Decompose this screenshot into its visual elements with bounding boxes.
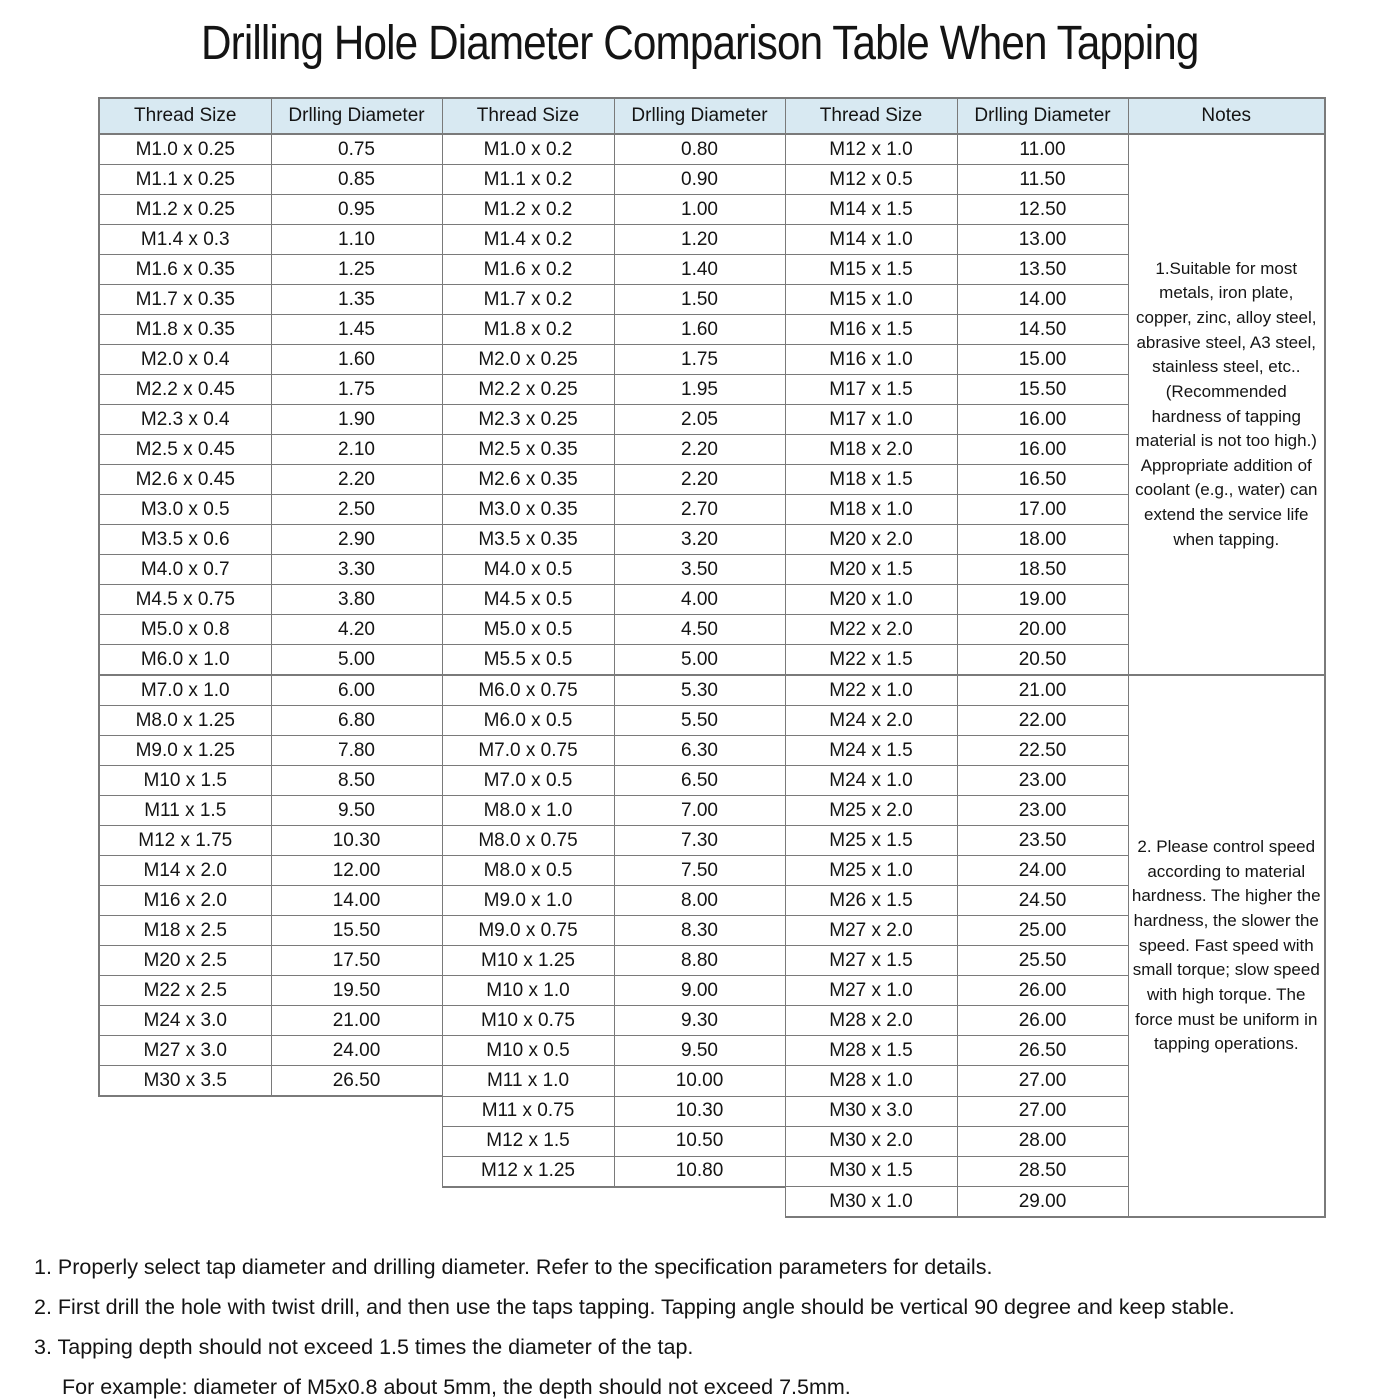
thread-size-cell: M20 x 2.0 (785, 525, 957, 555)
drill-diameter-cell: 26.00 (957, 976, 1128, 1006)
drill-diameter-cell: 0.95 (271, 195, 442, 225)
thread-size-cell: M2.0 x 0.4 (99, 345, 271, 375)
table-header-row (99, 98, 1325, 134)
drill-diameter-cell: 5.00 (271, 645, 442, 676)
drill-diameter-cell: 14.50 (957, 315, 1128, 345)
drill-diameter-cell: 16.50 (957, 465, 1128, 495)
drill-diameter-cell: 4.20 (271, 615, 442, 645)
drill-diameter-cell: 1.40 (614, 255, 785, 285)
thread-size-cell: M18 x 2.0 (785, 435, 957, 465)
drill-diameter-cell: 25.00 (957, 916, 1128, 946)
drill-diameter-cell: 10.50 (614, 1126, 785, 1156)
drill-diameter-cell: 1.90 (271, 405, 442, 435)
drill-diameter-cell: 13.00 (957, 225, 1128, 255)
drill-diameter-cell: 2.20 (271, 465, 442, 495)
drill-diameter-cell: 14.00 (957, 285, 1128, 315)
thread-size-cell: M1.2 x 0.2 (442, 195, 614, 225)
drill-diameter-cell: 26.00 (957, 1006, 1128, 1036)
drill-diameter-cell: 16.00 (957, 435, 1128, 465)
thread-size-cell: M1.8 x 0.35 (99, 315, 271, 345)
drill-diameter-cell: 6.80 (271, 706, 442, 736)
drill-diameter-cell: 20.00 (957, 615, 1128, 645)
drill-diameter-cell: 2.05 (614, 405, 785, 435)
drill-diameter-cell: 27.00 (957, 1066, 1128, 1097)
thread-size-cell: M8.0 x 1.0 (442, 796, 614, 826)
thread-size-cell: M2.5 x 0.35 (442, 435, 614, 465)
drill-diameter-cell: 8.00 (614, 886, 785, 916)
drill-diameter-cell: 8.50 (271, 766, 442, 796)
blank-cell (99, 1096, 442, 1126)
tapping-drill-table (98, 97, 1326, 1218)
drill-diameter-cell: 17.00 (957, 495, 1128, 525)
thread-size-cell: M2.5 x 0.45 (99, 435, 271, 465)
drill-diameter-cell: 6.30 (614, 736, 785, 766)
drill-diameter-cell: 22.50 (957, 736, 1128, 766)
drill-diameter-cell: 10.30 (271, 826, 442, 856)
thread-size-cell: M25 x 2.0 (785, 796, 957, 826)
thread-size-cell: M9.0 x 1.0 (442, 886, 614, 916)
drill-diameter-cell: 2.20 (614, 435, 785, 465)
thread-size-cell: M1.8 x 0.2 (442, 315, 614, 345)
thread-size-cell: M10 x 1.5 (99, 766, 271, 796)
thread-size-cell: M25 x 1.5 (785, 826, 957, 856)
thread-size-cell: M7.0 x 0.5 (442, 766, 614, 796)
header-drilling-diameter-3: Drlling Diameter (957, 98, 1128, 134)
thread-size-cell: M12 x 1.0 (785, 134, 957, 165)
thread-size-cell: M12 x 1.75 (99, 826, 271, 856)
thread-size-cell: M8.0 x 1.25 (99, 706, 271, 736)
thread-size-cell: M14 x 1.0 (785, 225, 957, 255)
thread-size-cell: M10 x 1.0 (442, 976, 614, 1006)
thread-size-cell: M17 x 1.0 (785, 405, 957, 435)
thread-size-cell: M30 x 1.5 (785, 1156, 957, 1187)
thread-size-cell: M1.0 x 0.2 (442, 134, 614, 165)
thread-size-cell: M2.2 x 0.45 (99, 375, 271, 405)
drill-diameter-cell: 1.20 (614, 225, 785, 255)
thread-size-cell: M1.1 x 0.25 (99, 165, 271, 195)
drill-diameter-cell: 7.50 (614, 856, 785, 886)
drill-diameter-cell: 12.00 (271, 856, 442, 886)
drill-diameter-cell: 2.90 (271, 525, 442, 555)
drill-diameter-cell: 15.50 (271, 916, 442, 946)
footnote-3-example: For example: diameter of M5x0.8 about 5mm, the depth should not exceed 7.5mm. (62, 1374, 851, 1399)
thread-size-cell: M5.0 x 0.5 (442, 615, 614, 645)
drill-diameter-cell: 6.50 (614, 766, 785, 796)
thread-size-cell: M7.0 x 0.75 (442, 736, 614, 766)
thread-size-cell: M18 x 1.5 (785, 465, 957, 495)
drill-diameter-cell: 26.50 (957, 1036, 1128, 1066)
thread-size-cell: M10 x 0.75 (442, 1006, 614, 1036)
drill-diameter-cell: 6.00 (271, 675, 442, 706)
thread-size-cell: M15 x 1.0 (785, 285, 957, 315)
thread-size-cell: M8.0 x 0.75 (442, 826, 614, 856)
thread-size-cell: M4.0 x 0.7 (99, 555, 271, 585)
thread-size-cell: M2.2 x 0.25 (442, 375, 614, 405)
thread-size-cell: M9.0 x 1.25 (99, 736, 271, 766)
thread-size-cell: M6.0 x 1.0 (99, 645, 271, 676)
drill-diameter-cell: 20.50 (957, 645, 1128, 676)
thread-size-cell: M30 x 3.5 (99, 1066, 271, 1097)
footnote-1: 1. Properly select tap diameter and drilling diameter. Refer to the specification parameters for details. (34, 1255, 993, 1279)
thread-size-cell: M1.2 x 0.25 (99, 195, 271, 225)
thread-size-cell: M30 x 2.0 (785, 1126, 957, 1156)
drill-diameter-cell: 1.60 (614, 315, 785, 345)
drill-diameter-cell: 1.50 (614, 285, 785, 315)
thread-size-cell: M1.1 x 0.2 (442, 165, 614, 195)
drill-diameter-cell: 18.00 (957, 525, 1128, 555)
drill-diameter-cell: 9.50 (614, 1036, 785, 1066)
thread-size-cell: M2.6 x 0.35 (442, 465, 614, 495)
drill-diameter-cell: 5.50 (614, 706, 785, 736)
thread-size-cell: M3.0 x 0.35 (442, 495, 614, 525)
drill-diameter-cell: 0.75 (271, 134, 442, 165)
thread-size-cell: M11 x 1.0 (442, 1066, 614, 1097)
thread-size-cell: M16 x 1.5 (785, 315, 957, 345)
thread-size-cell: M18 x 1.0 (785, 495, 957, 525)
thread-size-cell: M28 x 1.5 (785, 1036, 957, 1066)
thread-size-cell: M1.7 x 0.2 (442, 285, 614, 315)
drill-diameter-cell: 15.50 (957, 375, 1128, 405)
thread-size-cell: M24 x 2.0 (785, 706, 957, 736)
drill-diameter-cell: 10.80 (614, 1156, 785, 1187)
thread-size-cell: M3.5 x 0.35 (442, 525, 614, 555)
table-row (99, 134, 1325, 165)
thread-size-cell: M4.0 x 0.5 (442, 555, 614, 585)
drill-diameter-cell: 0.85 (271, 165, 442, 195)
thread-size-cell: M11 x 0.75 (442, 1096, 614, 1126)
drill-diameter-cell: 1.75 (271, 375, 442, 405)
header-drilling-diameter-2: Drlling Diameter (614, 98, 785, 134)
thread-size-cell: M6.0 x 0.5 (442, 706, 614, 736)
thread-size-cell: M4.5 x 0.5 (442, 585, 614, 615)
thread-size-cell: M24 x 1.0 (785, 766, 957, 796)
drill-diameter-cell: 0.90 (614, 165, 785, 195)
thread-size-cell: M20 x 2.5 (99, 946, 271, 976)
drill-diameter-cell: 9.50 (271, 796, 442, 826)
drill-diameter-cell: 14.00 (271, 886, 442, 916)
thread-size-cell: M27 x 1.5 (785, 946, 957, 976)
drill-diameter-cell: 28.50 (957, 1156, 1128, 1187)
thread-size-cell: M22 x 2.5 (99, 976, 271, 1006)
drill-diameter-cell: 10.00 (614, 1066, 785, 1097)
page-title (0, 16, 1400, 71)
thread-size-cell: M28 x 1.0 (785, 1066, 957, 1097)
thread-size-cell: M20 x 1.5 (785, 555, 957, 585)
drill-diameter-cell: 8.80 (614, 946, 785, 976)
thread-size-cell: M16 x 2.0 (99, 886, 271, 916)
thread-size-cell: M2.0 x 0.25 (442, 345, 614, 375)
drill-diameter-cell: 21.00 (957, 675, 1128, 706)
thread-size-cell: M20 x 1.0 (785, 585, 957, 615)
thread-size-cell: M7.0 x 1.0 (99, 675, 271, 706)
drill-diameter-cell: 22.00 (957, 706, 1128, 736)
thread-size-cell: M16 x 1.0 (785, 345, 957, 375)
drill-diameter-cell: 3.50 (614, 555, 785, 585)
drill-diameter-cell: 1.35 (271, 285, 442, 315)
blank-cell (99, 1187, 785, 1218)
footnotes (34, 1254, 1400, 1400)
notes-cell-2: 2. Please control speed according to material hardness. The higher the hardness, the slower the speed. Fast speed with small torque; slow speed with high torque. The force must be uniform in tapping operations. (1128, 675, 1325, 1217)
footnote-3: 3. Tapping depth should not exceed 1.5 times the diameter of the tap. (34, 1334, 694, 1359)
thread-size-cell: M14 x 2.0 (99, 856, 271, 886)
drill-diameter-cell: 5.30 (614, 675, 785, 706)
drill-diameter-cell: 2.20 (614, 465, 785, 495)
thread-size-cell: M10 x 1.25 (442, 946, 614, 976)
drill-diameter-cell: 4.50 (614, 615, 785, 645)
drill-diameter-cell: 3.20 (614, 525, 785, 555)
drill-diameter-cell: 7.00 (614, 796, 785, 826)
thread-size-cell: M1.6 x 0.2 (442, 255, 614, 285)
drill-diameter-cell: 7.80 (271, 736, 442, 766)
thread-size-cell: M1.7 x 0.35 (99, 285, 271, 315)
thread-size-cell: M22 x 2.0 (785, 615, 957, 645)
thread-size-cell: M27 x 2.0 (785, 916, 957, 946)
thread-size-cell: M4.5 x 0.75 (99, 585, 271, 615)
thread-size-cell: M30 x 3.0 (785, 1096, 957, 1126)
drill-diameter-cell: 3.80 (271, 585, 442, 615)
drill-diameter-cell: 19.00 (957, 585, 1128, 615)
thread-size-cell: M14 x 1.5 (785, 195, 957, 225)
drill-diameter-cell: 1.00 (614, 195, 785, 225)
drill-diameter-cell: 15.00 (957, 345, 1128, 375)
drill-diameter-cell: 5.00 (614, 645, 785, 676)
thread-size-cell: M12 x 0.5 (785, 165, 957, 195)
drill-diameter-cell: 13.50 (957, 255, 1128, 285)
drill-diameter-cell: 11.50 (957, 165, 1128, 195)
thread-size-cell: M2.3 x 0.25 (442, 405, 614, 435)
thread-size-cell: M15 x 1.5 (785, 255, 957, 285)
drill-diameter-cell: 1.95 (614, 375, 785, 405)
header-thread-size-1: Thread Size (99, 98, 271, 134)
drill-diameter-cell: 9.00 (614, 976, 785, 1006)
thread-size-cell: M12 x 1.5 (442, 1126, 614, 1156)
drill-diameter-cell: 10.30 (614, 1096, 785, 1126)
thread-size-cell: M9.0 x 0.75 (442, 916, 614, 946)
drill-diameter-cell: 24.50 (957, 886, 1128, 916)
thread-size-cell: M2.3 x 0.4 (99, 405, 271, 435)
drill-diameter-cell: 23.50 (957, 826, 1128, 856)
drill-diameter-cell: 1.75 (614, 345, 785, 375)
drill-diameter-cell: 21.00 (271, 1006, 442, 1036)
thread-size-cell: M24 x 3.0 (99, 1006, 271, 1036)
page-title-text: Drilling Hole Diameter Comparison Table When Tapping (201, 17, 1199, 70)
thread-size-cell: M28 x 2.0 (785, 1006, 957, 1036)
table-row (99, 675, 1325, 706)
thread-size-cell: M12 x 1.25 (442, 1156, 614, 1187)
thread-size-cell: M11 x 1.5 (99, 796, 271, 826)
header-notes: Notes (1128, 98, 1325, 134)
thread-size-cell: M1.4 x 0.2 (442, 225, 614, 255)
footnote-2: 2. First drill the hole with twist drill, and then use the taps tapping. Tapping angle should be vertical 90 degree and keep stable. (34, 1294, 1235, 1319)
drill-diameter-cell: 26.50 (271, 1066, 442, 1097)
thread-size-cell: M25 x 1.0 (785, 856, 957, 886)
thread-size-cell: M27 x 3.0 (99, 1036, 271, 1066)
drill-diameter-cell: 24.00 (957, 856, 1128, 886)
drill-diameter-cell: 16.00 (957, 405, 1128, 435)
thread-size-cell: M6.0 x 0.75 (442, 675, 614, 706)
blank-cell (99, 1156, 442, 1187)
header-drilling-diameter-1: Drlling Diameter (271, 98, 442, 134)
drill-diameter-cell: 2.70 (614, 495, 785, 525)
thread-size-cell: M24 x 1.5 (785, 736, 957, 766)
drill-diameter-cell: 23.00 (957, 766, 1128, 796)
header-thread-size-2: Thread Size (442, 98, 614, 134)
drill-diameter-cell: 2.10 (271, 435, 442, 465)
drill-diameter-cell: 23.00 (957, 796, 1128, 826)
header-thread-size-3: Thread Size (785, 98, 957, 134)
drill-diameter-cell: 28.00 (957, 1126, 1128, 1156)
thread-size-cell: M22 x 1.0 (785, 675, 957, 706)
thread-size-cell: M27 x 1.0 (785, 976, 957, 1006)
drill-diameter-cell: 29.00 (957, 1187, 1128, 1218)
drill-diameter-cell: 1.45 (271, 315, 442, 345)
thread-size-cell: M1.4 x 0.3 (99, 225, 271, 255)
thread-size-cell: M5.5 x 0.5 (442, 645, 614, 676)
drill-diameter-cell: 2.50 (271, 495, 442, 525)
drill-diameter-cell: 27.00 (957, 1096, 1128, 1126)
notes-cell-1: 1.Suitable for most metals, iron plate, copper, zinc, alloy steel, abrasive steel, A3 steel, stainless steel, etc..(Recommended hardness of tapping material is not too high.) Appropriate addition of coolant (e.g., water) can extend the service life when tapping. (1128, 134, 1325, 675)
drill-diameter-cell: 17.50 (271, 946, 442, 976)
thread-size-cell: M1.0 x 0.25 (99, 134, 271, 165)
thread-size-cell: M30 x 1.0 (785, 1187, 957, 1218)
thread-size-cell: M1.6 x 0.35 (99, 255, 271, 285)
drill-diameter-cell: 1.25 (271, 255, 442, 285)
table-body (99, 134, 1325, 1217)
drill-diameter-cell: 24.00 (271, 1036, 442, 1066)
thread-size-cell: M2.6 x 0.45 (99, 465, 271, 495)
thread-size-cell: M3.5 x 0.6 (99, 525, 271, 555)
blank-cell (99, 1126, 442, 1156)
drill-diameter-cell: 18.50 (957, 555, 1128, 585)
thread-size-cell: M3.0 x 0.5 (99, 495, 271, 525)
drill-diameter-cell: 1.60 (271, 345, 442, 375)
drill-diameter-cell: 7.30 (614, 826, 785, 856)
drill-diameter-cell: 8.30 (614, 916, 785, 946)
drill-diameter-cell: 1.10 (271, 225, 442, 255)
drill-diameter-cell: 12.50 (957, 195, 1128, 225)
drill-diameter-cell: 11.00 (957, 134, 1128, 165)
drill-diameter-cell: 4.00 (614, 585, 785, 615)
drill-diameter-cell: 19.50 (271, 976, 442, 1006)
thread-size-cell: M18 x 2.5 (99, 916, 271, 946)
drill-diameter-cell: 0.80 (614, 134, 785, 165)
thread-size-cell: M26 x 1.5 (785, 886, 957, 916)
thread-size-cell: M5.0 x 0.8 (99, 615, 271, 645)
thread-size-cell: M17 x 1.5 (785, 375, 957, 405)
drill-diameter-cell: 9.30 (614, 1006, 785, 1036)
thread-size-cell: M10 x 0.5 (442, 1036, 614, 1066)
thread-size-cell: M22 x 1.5 (785, 645, 957, 676)
thread-size-cell: M8.0 x 0.5 (442, 856, 614, 886)
drill-diameter-cell: 3.30 (271, 555, 442, 585)
drill-diameter-cell: 25.50 (957, 946, 1128, 976)
